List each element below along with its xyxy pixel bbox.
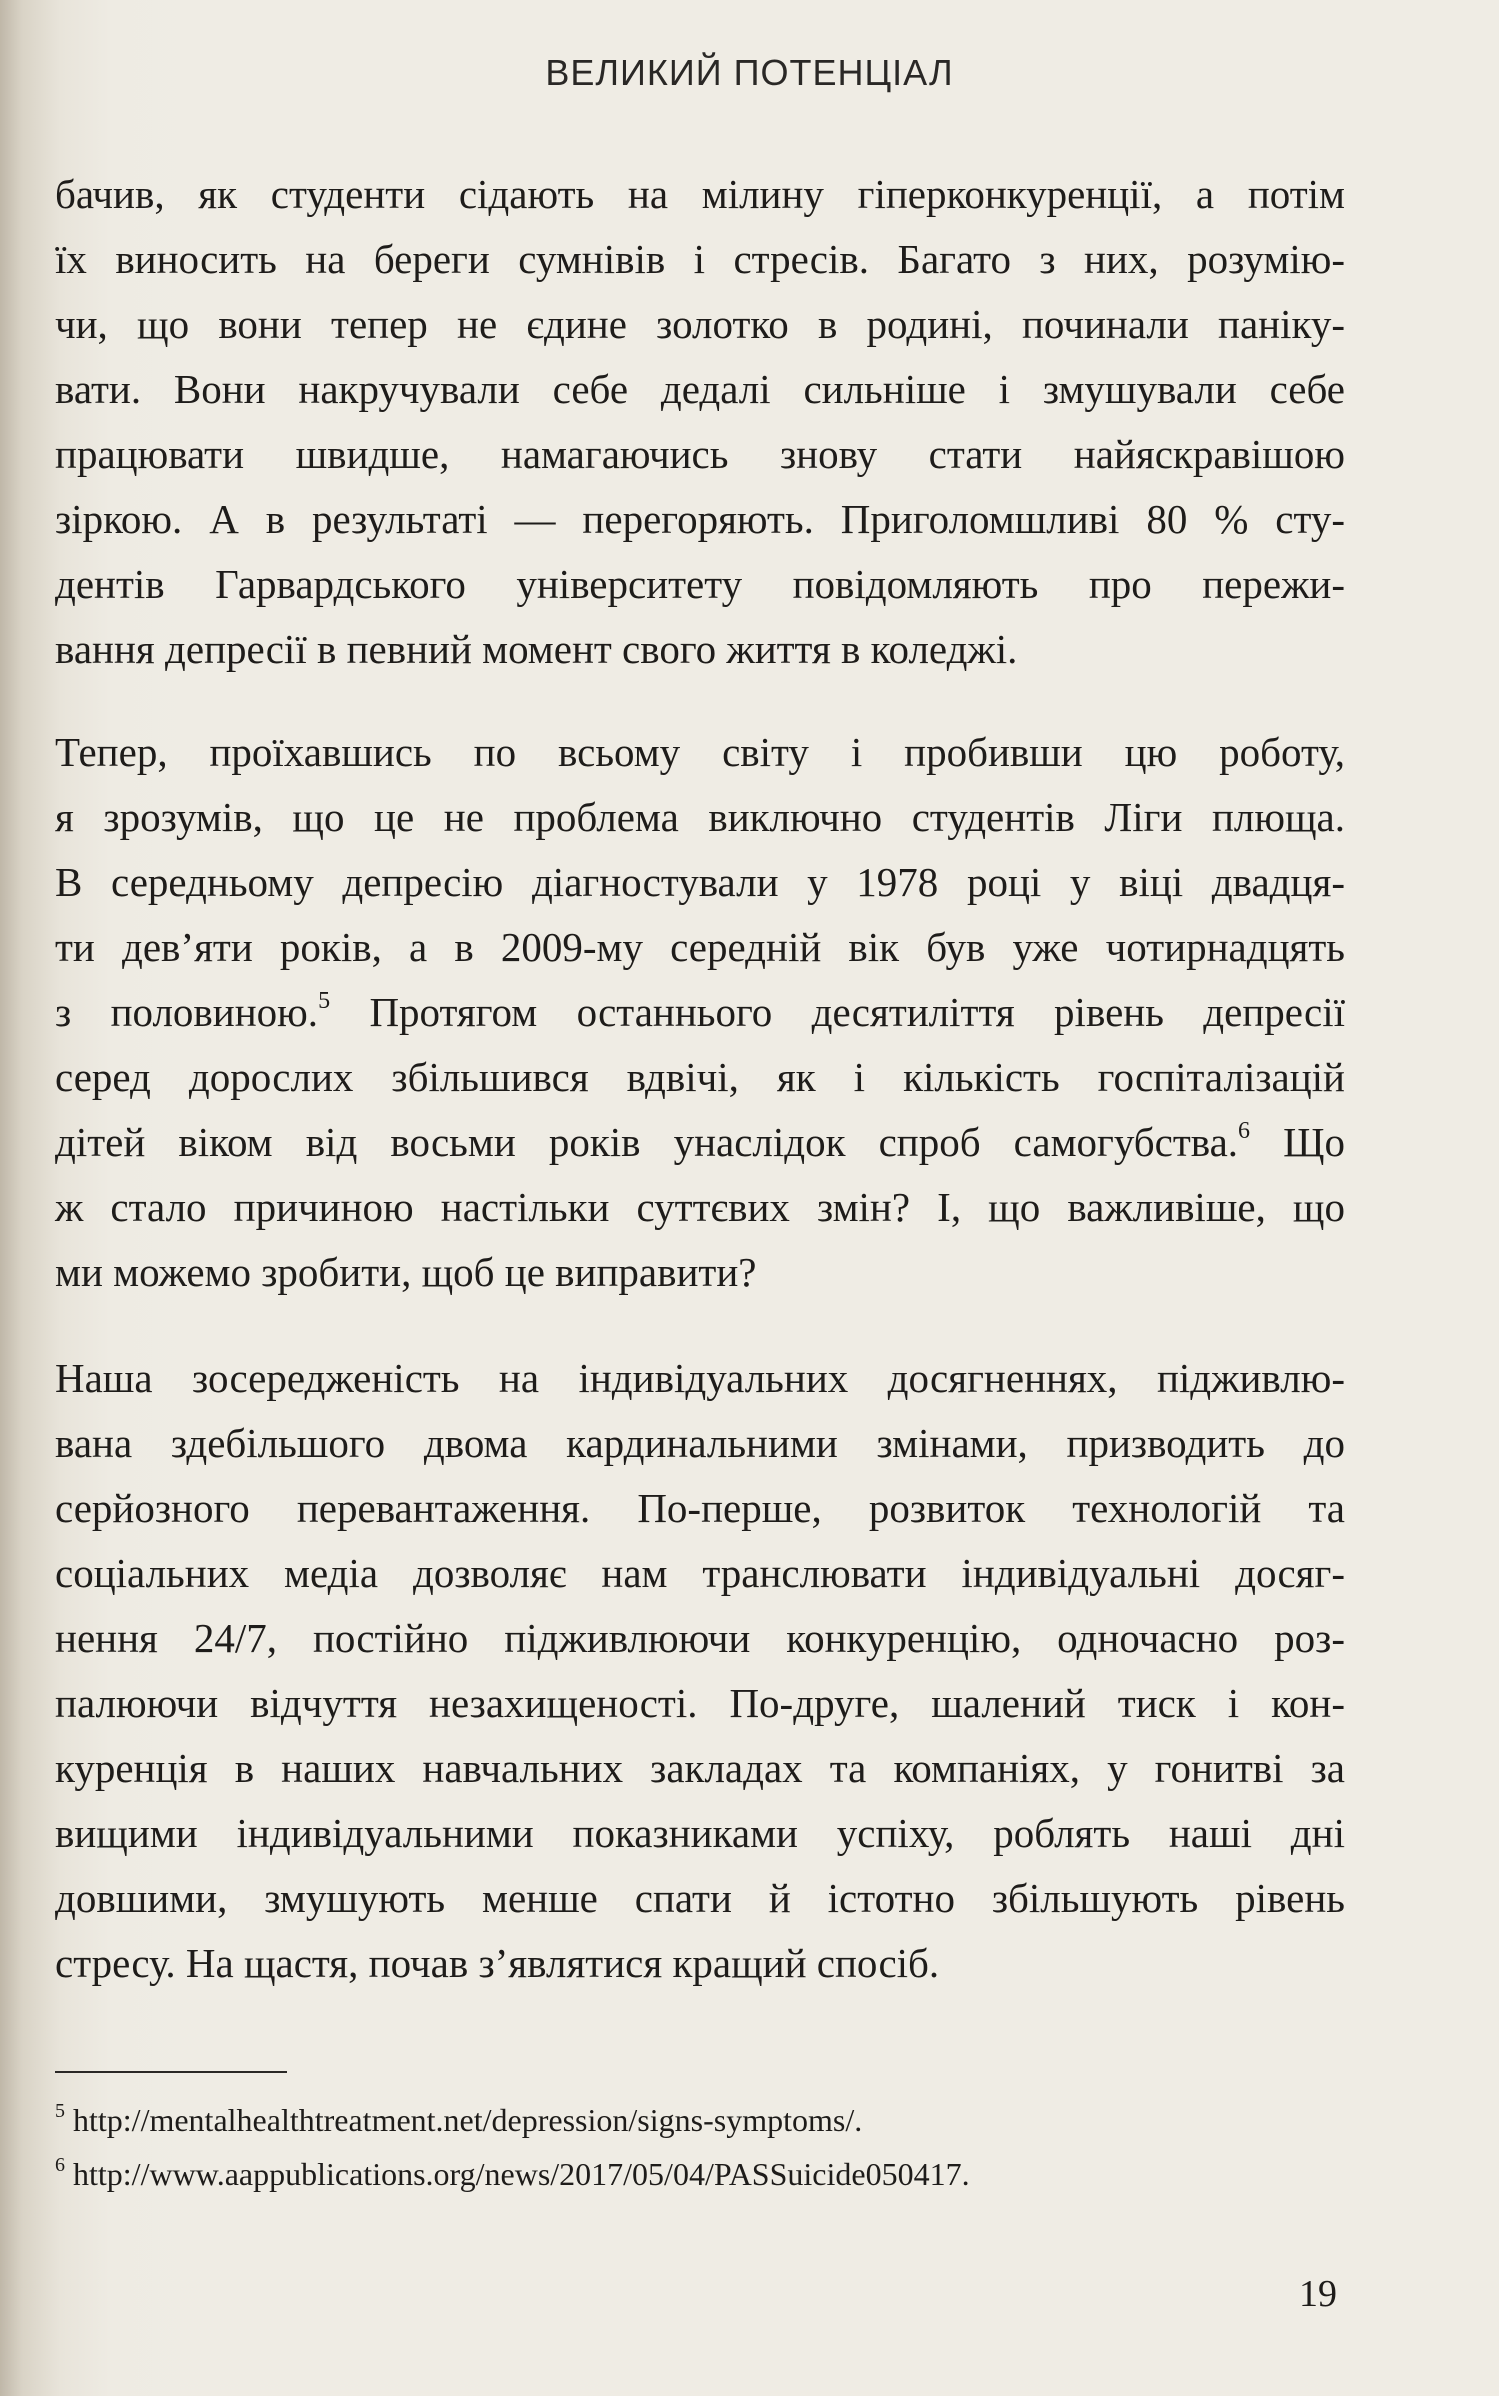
paragraph-1	[55, 162, 1345, 682]
footnote-divider	[55, 2071, 287, 2073]
footnote-number: 5	[55, 2100, 65, 2122]
page-number: 19	[1299, 2273, 1337, 2315]
footnote-5	[55, 2100, 862, 2140]
text-line: серйозного перевантаження. По-перше, розвиток технологій та	[55, 1485, 1345, 1531]
text-line: їх виносить на береги сумнівів і стресів. Багато з них, розумію-	[55, 236, 1345, 282]
text-line: ми можемо зробити, щоб це виправити?	[55, 1249, 757, 1295]
text-line: вищими індивідуальними показниками успіху, роблять наші дні	[55, 1810, 1345, 1856]
text-line: вати. Вони накручували себе дедалі сильніше і змушували себе	[55, 366, 1345, 412]
footnote-url[interactable]: http://www.aappublications.org/news/2017/05/04/PASSuicide050417.	[73, 2156, 970, 2192]
text-line: стресу. На щастя, почав з’являтися кращий спосіб.	[55, 1940, 940, 1986]
text-line: вання депресії в певний момент свого життя в коледжі.	[55, 626, 1018, 672]
text-line: В середньому депресію діагностували у 1978 році у віці двадця-	[55, 859, 1345, 905]
text-segment: дітей віком від восьми років унаслідок спроб самогубства.	[55, 1119, 1239, 1165]
text-line: дентів Гарвардського університету повідомляють про пережи-	[55, 561, 1345, 607]
paragraph-2	[55, 720, 1345, 1305]
text-line: соціальних медіа дозволяє нам транслювати індивідуальні досяг-	[55, 1550, 1345, 1596]
text-line: вана здебільшого двома кардинальними змінами, призводить до	[55, 1420, 1345, 1466]
footnote-reference: 5	[318, 988, 331, 1014]
text-segment: з половиною.	[55, 989, 319, 1035]
text-line: довшими, змушують менше спати й істотно збільшують рівень	[55, 1875, 1345, 1921]
footnote-url[interactable]: http://mentalhealthtreatment.net/depression/signs-symptoms/.	[73, 2102, 863, 2138]
footnote-reference: 6	[1238, 1118, 1251, 1144]
footnote-6	[55, 2154, 970, 2194]
paragraph-3	[55, 1346, 1345, 1996]
text-line: ж стало причиною настільки суттєвих змін? І, що важливіше, що	[55, 1184, 1345, 1230]
text-line: зіркою. А в результаті — перегоряють. Приголомшливі 80 % сту-	[55, 496, 1345, 542]
text-line-with-footnote	[55, 980, 1345, 1045]
text-line: палюючи відчуття незахищеності. По-друге, шалений тиск і кон-	[55, 1680, 1345, 1726]
text-line: серед дорослих збільшився вдвічі, як і кількість госпіталізацій	[55, 1054, 1345, 1100]
running-head-title: ВЕЛИКИЙ ПОТЕНЦІАЛ	[545, 52, 954, 93]
text-line-with-footnote	[55, 1110, 1345, 1175]
text-line: я зрозумів, що це не проблема виключно студентів Ліги плюща.	[55, 794, 1345, 840]
text-line: ти дев’яти років, а в 2009-му середній вік був уже чотирнадцять	[55, 924, 1345, 970]
text-line: нення 24/7, постійно підживлюючи конкуренцію, одночасно роз-	[55, 1615, 1345, 1661]
text-line: працювати швидше, намагаючись знову стати найяскравішою	[55, 431, 1345, 477]
text-segment: Що	[1250, 1119, 1345, 1165]
text-line: Наша зосередженість на індивідуальних досягненнях, підживлю-	[55, 1355, 1345, 1401]
footnote-number: 6	[55, 2154, 65, 2176]
text-line: бачив, як студенти сідають на мілину гіперконкуренції, а потім	[55, 171, 1345, 217]
text-line: куренція в наших навчальних закладах та компаніях, у гонитві за	[55, 1745, 1345, 1791]
text-segment: Протягом останнього десятиліття рівень депресії	[330, 989, 1345, 1035]
text-line: Тепер, проїхавшись по всьому світу і пробивши цю роботу,	[55, 729, 1345, 775]
text-line: чи, що вони тепер не єдине золотко в родині, починали паніку-	[55, 301, 1345, 347]
